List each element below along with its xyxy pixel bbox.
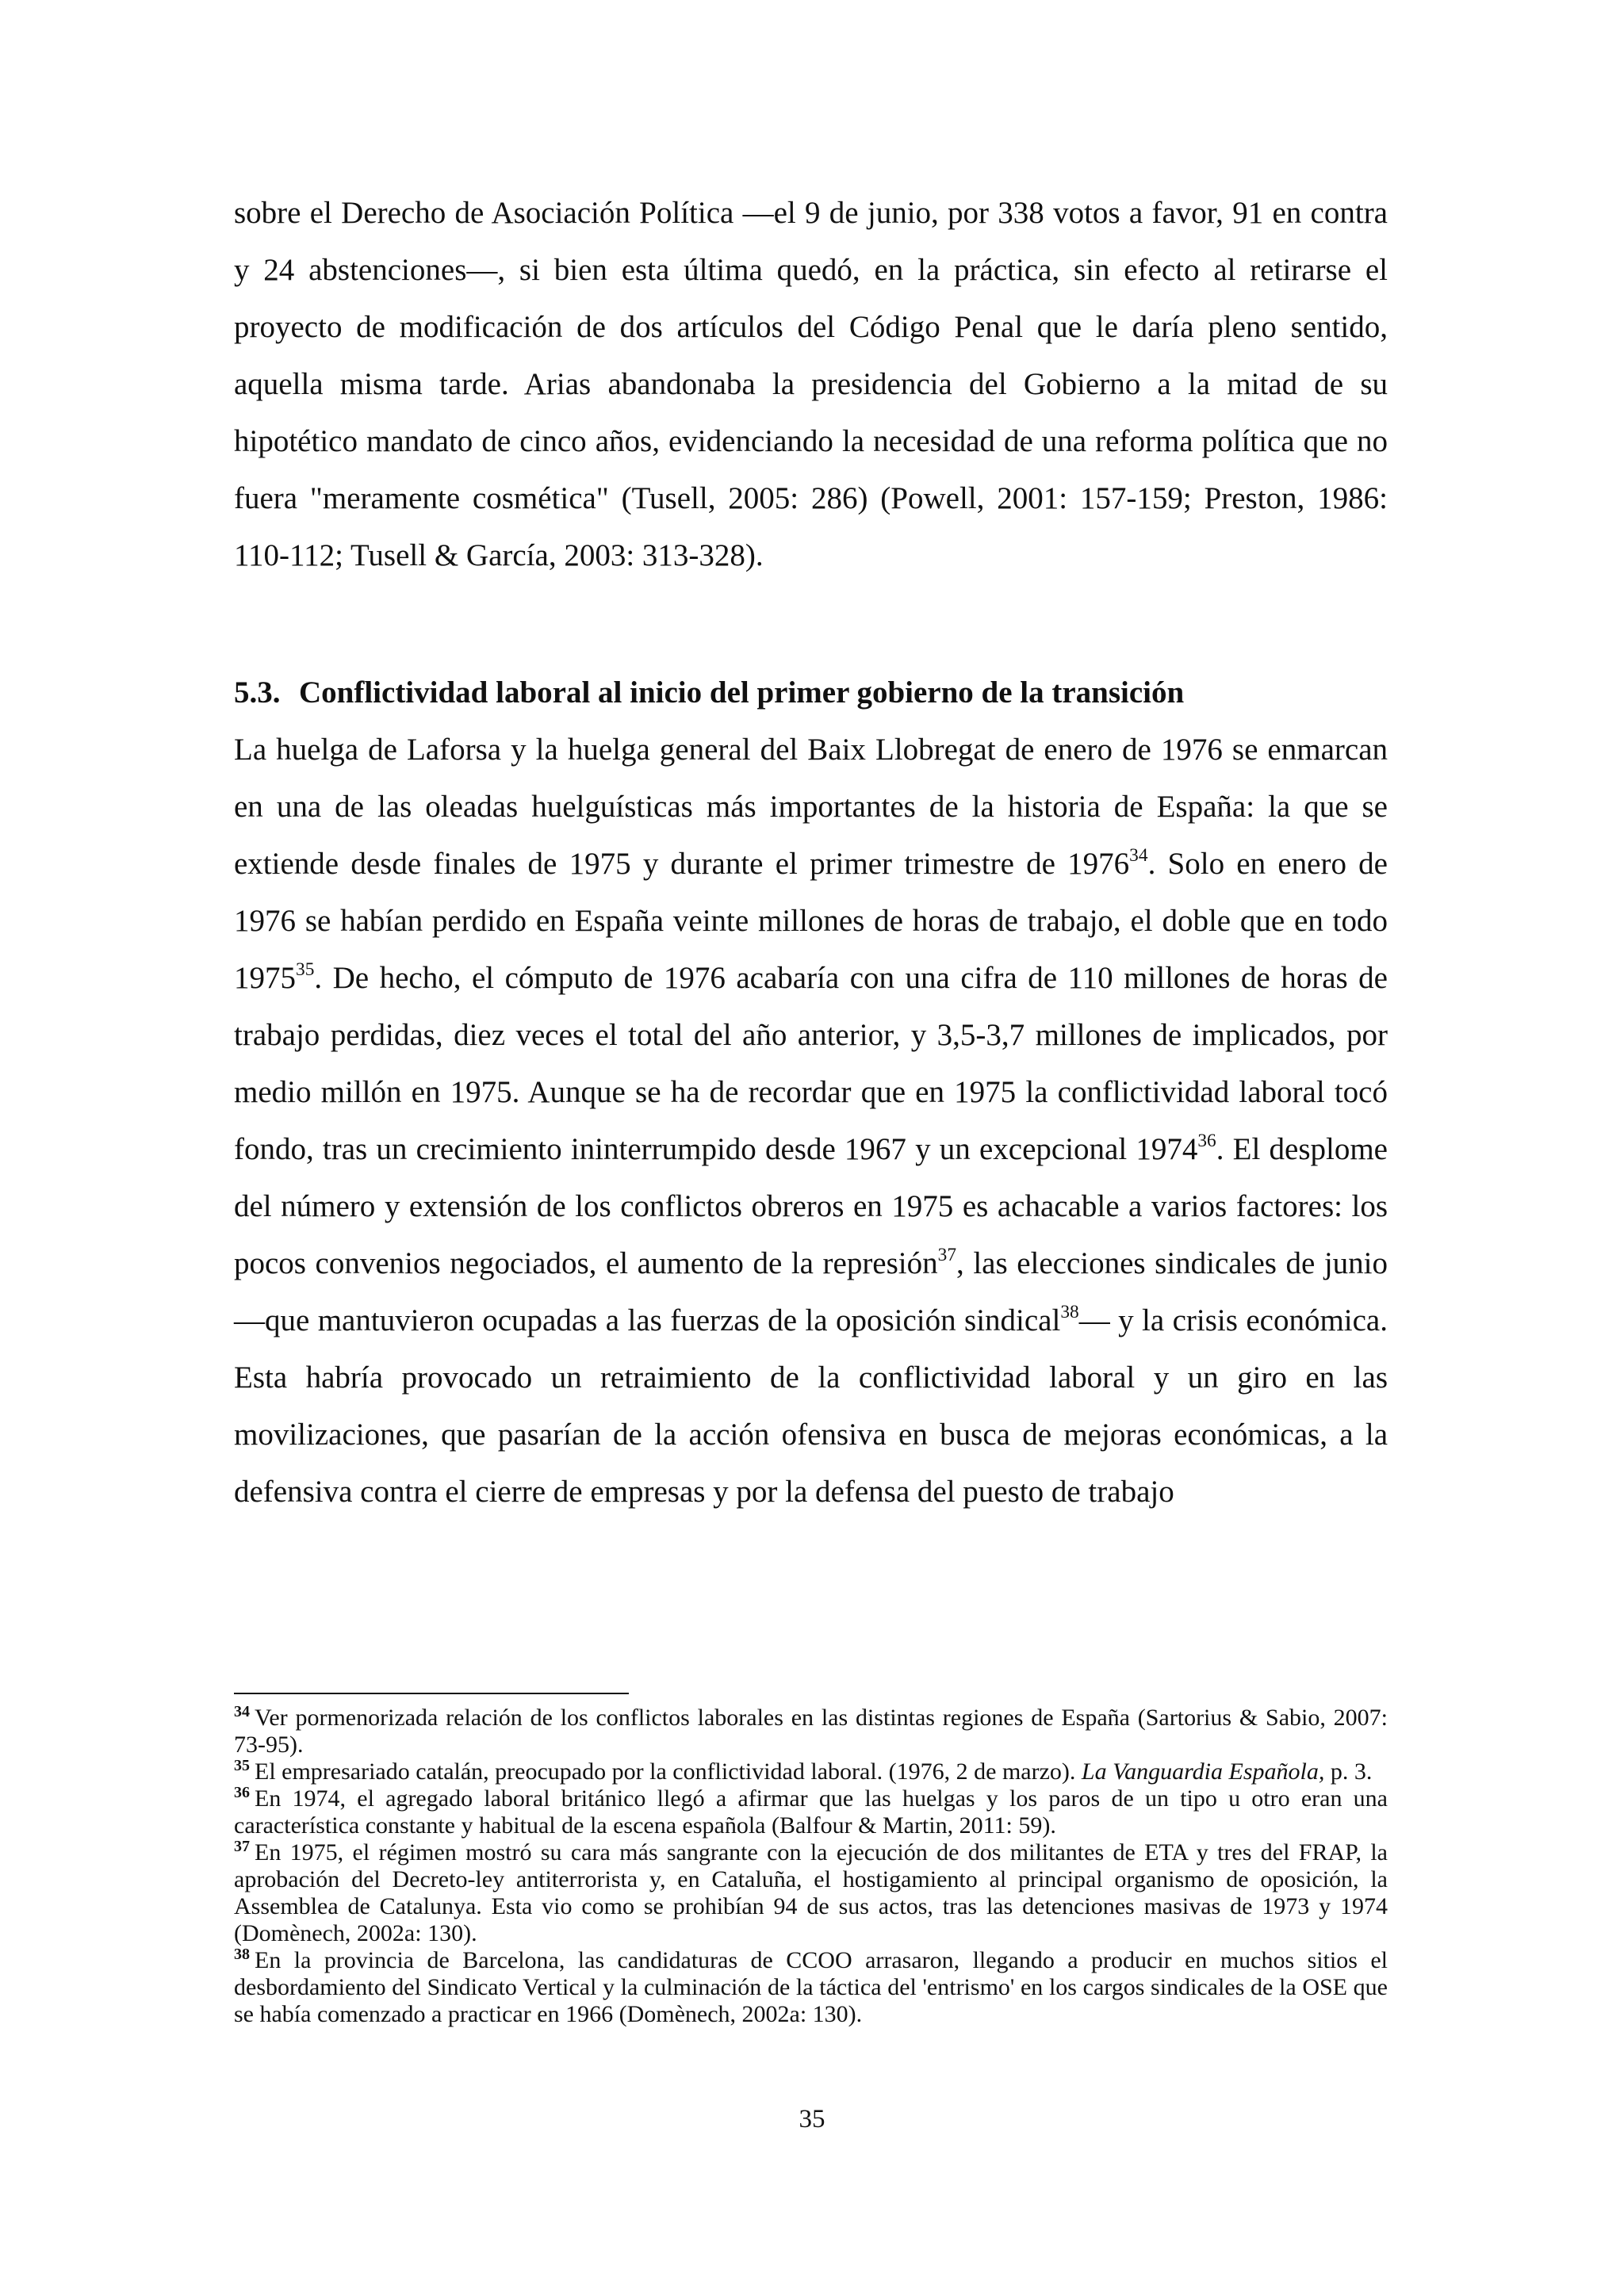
paragraph-body bbox=[234, 721, 1388, 1521]
footnote-38 bbox=[234, 1947, 1388, 2028]
footnote-36 bbox=[234, 1785, 1388, 1839]
footnote-number: 38 bbox=[234, 1946, 250, 1963]
footnote-number: 34 bbox=[234, 1703, 250, 1720]
footnote-number: 35 bbox=[234, 1757, 250, 1774]
footnote-separator bbox=[234, 1693, 629, 1694]
footnote-text: El empresariado catalán, preocupado por la conflictividad laboral. (1976, 2 de marzo). bbox=[255, 1758, 1082, 1785]
footnote-37 bbox=[234, 1839, 1388, 1947]
section-number: 5.3. bbox=[234, 675, 281, 710]
footnotes bbox=[234, 1705, 1388, 2028]
section-title: Conflictividad laboral al inicio del primer gobierno de la transición bbox=[299, 675, 1185, 710]
paragraph-text: . Solo en enero de 1976 se habían perdido en España veinte millones de horas de trabajo, el doble que en todo 1975 bbox=[234, 847, 1388, 995]
paragraph-text: . El desplome del número y extensión de los conflictos obreros en 1975 es achacable a varios factores: los pocos convenios negociados, el aumento de la represión bbox=[234, 1132, 1388, 1280]
footnote-text: En 1975, el régimen mostró su cara más sangrante con la ejecución de dos militantes de ETA y tres del FRAP, la aprobación del Decreto-ley antiterrorista y, en Cataluña, el hostigamiento al principal organismo de oposición, la Assemblea de Catalunya. Esta vio como se prohibían 94 de sus actos, tras las detenciones masivas de 1973 y 1974 (Domènech, 2002a: 130). bbox=[234, 1839, 1388, 1946]
section-heading bbox=[234, 664, 1388, 721]
footnote-text-after: p. 3. bbox=[1324, 1758, 1373, 1785]
footnote-number: 36 bbox=[234, 1784, 250, 1801]
footnote-text: Ver pormenorizada relación de los conflictos laborales en las distintas regiones de España (Sartorius & Sabio, 2007: 73-95). bbox=[234, 1705, 1388, 1758]
footnote-number: 37 bbox=[234, 1838, 250, 1855]
paragraph-continuation: sobre el Derecho de Asociación Política —el 9 de junio, por 338 votos a favor, 91 en contra y 24 abstenciones—, si bien esta última quedó, en la práctica, sin efecto al retirarse el proyecto de modificación de dos artículos del Código Penal que le daría pleno sentido, aquella misma tarde. Arias abandonaba la presidencia del Gobierno a la mitad de su hipotético mandato de cinco años, evidenciando la necesidad de una reforma política que no fuera "meramente cosmética" (Tusell, 2005: 286) (Powell, 2001: 157-159; Preston, 1986: 110-112; Tusell & García, 2003: 313-328). bbox=[234, 196, 1388, 572]
footnote-ref-35[interactable]: 35 bbox=[296, 959, 315, 980]
footnote-ref-38[interactable]: 38 bbox=[1060, 1301, 1079, 1322]
paragraph-text: , las elecciones sindicales de junio —que mantuvieron ocupadas a las fuerzas de la oposición sindical bbox=[234, 1246, 1388, 1337]
paragraph-text: La huelga de Laforsa y la huelga general del Baix Llobregat de enero de 1976 se enmarcan en una de las oleadas huelguísticas más importantes de la historia de España: la que se extiende desde finales de 1975 y durante el primer trimestre de 1976 bbox=[234, 733, 1388, 881]
paragraph-text: . De hecho, el cómputo de 1976 acabaría con una cifra de 110 millones de horas de trabajo perdidas, diez veces el total del año anterior, y 3,5-3,7 millones de implicados, por medio millón en 1975. Aunque se ha de recordar que en 1975 la conflictividad laboral tocó fondo, tras un crecimiento ininterrumpido desde 1967 y un excepcional 1974 bbox=[234, 961, 1388, 1166]
footnote-source-title: La Vanguardia Española, bbox=[1081, 1758, 1325, 1785]
page-number: 35 bbox=[799, 2105, 825, 2133]
footnote-34 bbox=[234, 1705, 1388, 1758]
footnote-text: En 1974, el agregado laboral británico llegó a afirmar que las huelgas y los paros de un tipo u otro eran una característica constante y habitual de la escena española (Balfour & Martin, 2011: 59). bbox=[234, 1785, 1388, 1839]
paragraph-text: — y la crisis económica. Esta habría provocado un retraimiento de la conflictividad laboral y un giro en las movilizaciones, que pasarían de la acción ofensiva en busca de mejoras económicas, a la defensiva contra el cierre de empresas y por la defensa del puesto de trabajo bbox=[234, 1303, 1388, 1509]
footnote-ref-37[interactable]: 37 bbox=[937, 1244, 957, 1265]
footnote-text: En la provincia de Barcelona, las candidaturas de CCOO arrasaron, llegando a producir en muchos sitios el desbordamiento del Sindicato Vertical y la culminación de la táctica del 'entrismo' en los cargos sindicales de la OSE que se había comenzado a practicar en 1966 (Domènech, 2002a: 130). bbox=[234, 1947, 1388, 2027]
footnote-35 bbox=[234, 1758, 1388, 1785]
footnote-ref-36[interactable]: 36 bbox=[1197, 1130, 1216, 1151]
footnote-ref-34[interactable]: 34 bbox=[1129, 844, 1148, 866]
